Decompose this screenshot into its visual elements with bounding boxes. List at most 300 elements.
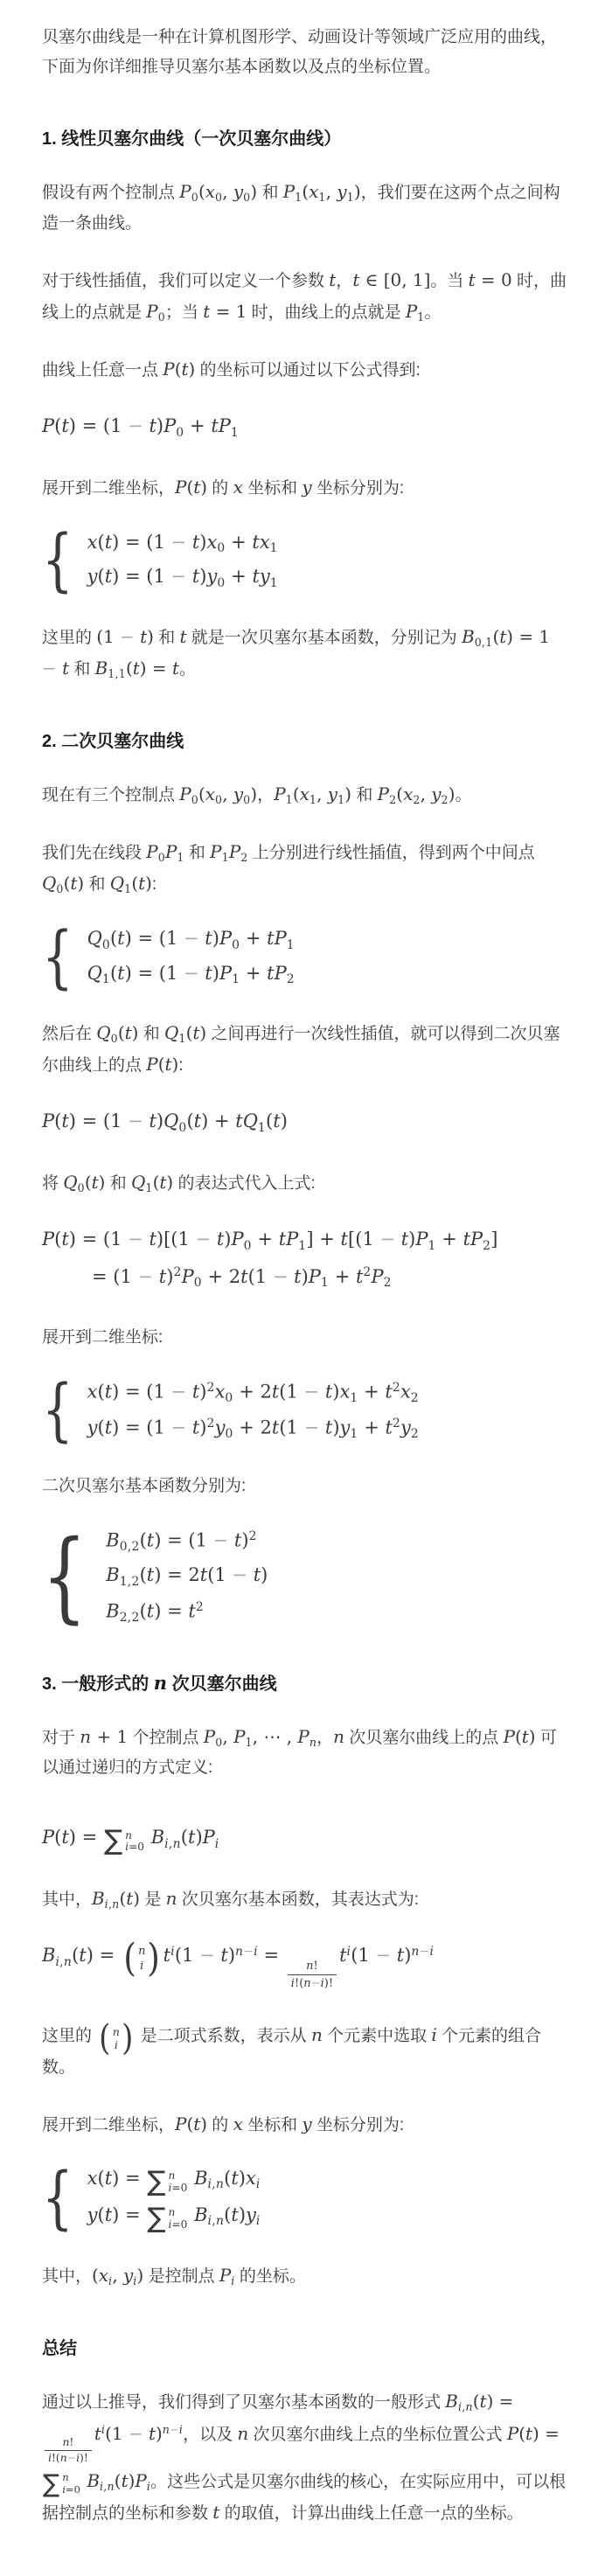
math-variable: t bbox=[235, 1110, 243, 1132]
math-roman: ) bbox=[136, 2265, 144, 2287]
math-variable: n bbox=[162, 2422, 170, 2436]
math-variable: t bbox=[267, 962, 275, 984]
math-variable: t bbox=[220, 1945, 228, 1967]
math-variable: t bbox=[163, 1945, 171, 1967]
math-roman: 2 bbox=[363, 1265, 372, 1280]
math-roman: ) bbox=[404, 1945, 412, 1967]
text-run: 个元素中选取 bbox=[322, 2027, 432, 2046]
superscript bbox=[363, 1264, 371, 1278]
math-roman: ( bbox=[186, 477, 194, 498]
math-variable: x bbox=[206, 532, 218, 553]
math-variable: t bbox=[329, 268, 337, 290]
math-variable: t bbox=[267, 928, 275, 950]
math-roman: 0 bbox=[214, 792, 223, 806]
math-variable: Q bbox=[42, 873, 57, 895]
q-points-system bbox=[42, 917, 568, 997]
math-roman: !( bbox=[51, 2452, 60, 2465]
math-variable: t bbox=[70, 873, 78, 895]
text-run: 将 bbox=[42, 1173, 64, 1193]
superscript bbox=[206, 1380, 214, 1394]
second-interpolation-paragraph bbox=[42, 1018, 568, 1081]
math-variable: P bbox=[179, 783, 191, 804]
math-roman: 0 bbox=[77, 1180, 85, 1194]
math-variable: t bbox=[211, 415, 219, 437]
math-variable: P bbox=[42, 1229, 55, 1250]
math-variable: t bbox=[252, 566, 260, 588]
math-variable: t bbox=[140, 625, 148, 647]
math-roman: 0 bbox=[191, 792, 198, 806]
math-roman: 0 bbox=[232, 937, 240, 952]
cases-brace: { bbox=[42, 521, 73, 601]
math-roman: 1,2 bbox=[119, 1574, 140, 1589]
math-roman: ) bbox=[332, 1381, 340, 1403]
math-variable: n bbox=[63, 1954, 73, 1969]
math-roman: ) bbox=[261, 1564, 268, 1586]
math-roman: 1 bbox=[350, 1427, 358, 1442]
math-roman: ( bbox=[224, 2167, 232, 2189]
math-variable: P bbox=[377, 783, 390, 804]
math-variable: x bbox=[233, 2113, 243, 2134]
minus-sign: − bbox=[137, 1266, 154, 1288]
math-roman: ! bbox=[69, 2436, 74, 2449]
math-roman: 1 bbox=[269, 541, 278, 556]
left-paren: ( bbox=[99, 2017, 111, 2058]
math-variable: x bbox=[309, 181, 319, 203]
math-roman: ) = (1 bbox=[112, 532, 171, 553]
math-roman: ( bbox=[97, 1381, 105, 1403]
math-roman: ( bbox=[109, 962, 118, 984]
math-roman: =0 bbox=[171, 2217, 188, 2231]
math-roman: ( bbox=[515, 1725, 522, 1747]
math-variable: t bbox=[273, 1110, 281, 1132]
math-roman: 1 bbox=[286, 937, 295, 952]
math-roman: ) = bbox=[68, 1827, 103, 1848]
math-roman: 0 bbox=[176, 425, 184, 440]
math-variable: t bbox=[149, 1110, 156, 1132]
formula-intro-paragraph bbox=[42, 354, 568, 386]
math-variable: P bbox=[286, 1229, 299, 1250]
math-roman bbox=[247, 1564, 254, 1585]
text-run: : bbox=[178, 1055, 184, 1075]
math-variable: y bbox=[233, 181, 244, 203]
math-roman: ( bbox=[174, 359, 182, 380]
math-variable: x bbox=[87, 2167, 98, 2189]
math-variable: y bbox=[337, 181, 347, 203]
math-roman: + bbox=[225, 566, 253, 588]
math-variable: P bbox=[274, 783, 286, 804]
math-roman: 1 bbox=[257, 1120, 267, 1135]
math-variable: Q bbox=[96, 1021, 111, 1043]
math-variable: x bbox=[400, 1381, 411, 1403]
math-variable: t bbox=[179, 625, 187, 647]
math-roman: 2 bbox=[240, 851, 248, 865]
text-run: 是控制点 bbox=[143, 2267, 219, 2287]
math-variable: t bbox=[294, 1266, 302, 1288]
math-roman: ! bbox=[313, 1959, 318, 1973]
math-roman: ( bbox=[72, 1945, 80, 1967]
subscript bbox=[475, 637, 493, 649]
math-variable: t bbox=[61, 415, 69, 437]
text-run: 时，曲线上的点就是 bbox=[247, 303, 406, 322]
lower-limit bbox=[125, 1841, 144, 1854]
text-run: 坐标和 bbox=[242, 2115, 303, 2134]
math-variable: t bbox=[468, 268, 476, 290]
math-roman: ) bbox=[156, 2422, 163, 2444]
math-variable: t bbox=[61, 1229, 69, 1250]
math-variable: P bbox=[163, 415, 177, 437]
math-variable: P bbox=[181, 1266, 194, 1288]
math-variable: t bbox=[188, 1600, 196, 1622]
math-variable: n bbox=[215, 2177, 225, 2192]
subscript bbox=[177, 852, 184, 864]
text-run: 坐标分别为: bbox=[311, 2115, 405, 2134]
math-roman: ( bbox=[396, 783, 404, 804]
subscript bbox=[225, 1426, 233, 1440]
math-variable: P bbox=[371, 1266, 384, 1288]
math-variable: B bbox=[106, 1530, 120, 1552]
math-roman: ) bbox=[199, 566, 207, 588]
math-roman: , bbox=[103, 2479, 108, 2493]
math-variable: t bbox=[205, 928, 212, 950]
math-roman: 2 bbox=[389, 792, 397, 806]
fraction bbox=[45, 2436, 92, 2465]
math-variable: i bbox=[207, 2177, 212, 2192]
math-variable: n bbox=[107, 2479, 115, 2493]
math-roman: + bbox=[358, 1417, 386, 1438]
math-variable: i bbox=[164, 1836, 169, 1851]
section-2-heading bbox=[42, 728, 568, 755]
math-roman: ( bbox=[92, 2265, 99, 2287]
minus-sign: − bbox=[272, 1266, 289, 1288]
math-roman: ( bbox=[157, 1053, 165, 1075]
general-bezier-formula bbox=[42, 1823, 568, 1857]
math-roman: , bbox=[59, 1954, 64, 1969]
sigma-symbol: ∑ bbox=[43, 2468, 60, 2498]
text-run: 和 bbox=[351, 785, 378, 804]
math-roman: ) bbox=[77, 873, 85, 895]
math-roman: ) bbox=[199, 1381, 207, 1403]
subscript bbox=[256, 2176, 261, 2190]
subscript bbox=[321, 1275, 329, 1289]
subscript bbox=[111, 1033, 118, 1045]
math-variable: i bbox=[114, 2038, 118, 2051]
subscript bbox=[120, 1539, 140, 1553]
math-variable: y bbox=[87, 1417, 98, 1438]
text-run: 其中， bbox=[42, 1890, 93, 1910]
math-variable: t bbox=[324, 1381, 333, 1403]
math-roman: ) = bbox=[486, 2391, 514, 2412]
math-roman: ) = (1 bbox=[154, 1530, 213, 1552]
math-roman: ( bbox=[97, 2204, 105, 2225]
math-roman: ) = bbox=[112, 2204, 147, 2225]
math-variable: i bbox=[457, 2400, 462, 2414]
math-variable: t bbox=[199, 1564, 208, 1586]
subscript bbox=[411, 1390, 419, 1404]
subscript bbox=[258, 1120, 266, 1134]
text-run: 和 bbox=[153, 628, 180, 647]
text-run: ， bbox=[336, 271, 353, 290]
math-variable: i bbox=[140, 1959, 144, 1973]
subscript bbox=[384, 1275, 392, 1289]
math-roman: 2 bbox=[206, 1381, 215, 1396]
cases-lines bbox=[87, 927, 295, 987]
minus-sign: − bbox=[303, 1417, 320, 1438]
math-variable: P bbox=[175, 2113, 187, 2134]
text-run: 总结 bbox=[42, 2339, 77, 2359]
math-roman: ) bbox=[344, 783, 352, 804]
math-variable: t bbox=[396, 1945, 405, 1967]
math-variable: B bbox=[194, 2204, 208, 2225]
math-variable: i bbox=[133, 2274, 137, 2288]
math-roman: 1 bbox=[124, 882, 132, 896]
math-variable: t bbox=[240, 1266, 248, 1288]
math-roman: (1 bbox=[174, 1945, 200, 1967]
math-variable: n bbox=[333, 1725, 345, 1747]
subscript bbox=[78, 1182, 85, 1194]
math-roman: 2 bbox=[392, 1381, 400, 1396]
math-variable: P bbox=[146, 300, 158, 322]
math-roman: =0 bbox=[171, 2181, 188, 2194]
math-variable: P bbox=[274, 928, 287, 950]
minus-sign: − bbox=[199, 1945, 215, 1967]
math-variable: t bbox=[479, 2391, 487, 2412]
math-roman: 0 bbox=[243, 191, 251, 205]
math-variable: t bbox=[191, 1381, 200, 1403]
subscript bbox=[208, 2176, 225, 2190]
math-roman bbox=[319, 1417, 325, 1438]
math-variable: P bbox=[175, 477, 187, 498]
math-variable: n bbox=[309, 1735, 317, 1749]
minus-sign: − bbox=[128, 1110, 143, 1132]
text-run: 之间再进行一次线性插值，就可以得到二次贝塞尔曲线上的点 bbox=[42, 1024, 560, 1075]
math-variable: n bbox=[172, 1836, 181, 1851]
subscript bbox=[483, 1238, 490, 1252]
linear-bezier-formula bbox=[42, 412, 568, 442]
minus-sign: − bbox=[128, 2422, 143, 2444]
math-roman: ) bbox=[227, 1945, 236, 1967]
math-roman: 2 bbox=[195, 1599, 204, 1614]
math-variable: B bbox=[150, 1827, 165, 1848]
sigma-symbol: ∑ bbox=[147, 2166, 166, 2198]
superscript bbox=[393, 1380, 400, 1394]
math-roman: ) bbox=[224, 1229, 232, 1250]
subscript bbox=[270, 575, 278, 589]
math-variable: t bbox=[216, 1229, 225, 1250]
subscript bbox=[108, 668, 126, 680]
math-variable: y bbox=[206, 566, 218, 588]
math-roman: ) = (1 bbox=[124, 928, 184, 950]
subscript bbox=[191, 191, 198, 204]
text-run: 这里的 bbox=[42, 2027, 97, 2046]
summation bbox=[43, 2468, 80, 2498]
math-roman: ) bbox=[128, 2469, 136, 2491]
text-run: 二次贝塞尔基本函数分别为: bbox=[42, 1477, 247, 1496]
math-variable: P bbox=[503, 1725, 515, 1747]
math-variable: y bbox=[123, 2265, 134, 2287]
subscript bbox=[350, 1426, 358, 1440]
math-roman: ) = (1 bbox=[112, 1417, 171, 1438]
math-roman: 0 bbox=[157, 851, 165, 865]
subscript bbox=[191, 794, 198, 806]
formula-line bbox=[106, 1528, 268, 1555]
summary-heading bbox=[42, 2336, 568, 2362]
math-roman: + bbox=[329, 1266, 356, 1288]
text-run: 个控制点 bbox=[128, 1728, 204, 1747]
math-variable: P bbox=[219, 928, 233, 950]
sigma-symbol: ∑ bbox=[103, 1825, 123, 1857]
math-variable: t bbox=[159, 1171, 167, 1193]
math-variable: n bbox=[112, 2025, 120, 2038]
math-variable: t bbox=[61, 1110, 69, 1132]
math-variable: i bbox=[101, 2422, 106, 2436]
math-roman: 0 bbox=[217, 575, 226, 590]
math-roman: ) = (1 bbox=[68, 415, 129, 437]
math-roman: =0 bbox=[65, 2482, 80, 2496]
formula-line bbox=[87, 565, 278, 590]
formula-line bbox=[87, 962, 295, 987]
formula-line bbox=[106, 1563, 268, 1589]
math-variable: P bbox=[42, 1110, 55, 1132]
math-variable: B bbox=[94, 657, 108, 679]
math-variable: n bbox=[465, 2400, 473, 2414]
math-variable: t bbox=[212, 2501, 220, 2523]
math-variable: P bbox=[231, 1229, 244, 1250]
math-roman: 1 bbox=[318, 191, 326, 205]
cases-brace: { bbox=[42, 2159, 73, 2238]
math-roman: ) bbox=[195, 1827, 203, 1848]
math-roman: ) = (1 bbox=[112, 566, 171, 588]
formula-line bbox=[42, 1823, 568, 1857]
math-roman bbox=[228, 1530, 234, 1551]
math-variable: n bbox=[310, 2024, 323, 2046]
math-variable: t bbox=[104, 532, 113, 553]
subscript bbox=[246, 1737, 253, 1749]
text-run: 和 bbox=[257, 184, 283, 203]
summation-limits bbox=[169, 2207, 188, 2231]
math-variable: t bbox=[164, 1053, 172, 1075]
general-control-points-paragraph bbox=[42, 1722, 568, 1783]
binomial-bottom bbox=[115, 2039, 118, 2052]
math-variable: i bbox=[76, 2452, 80, 2465]
lower-limit bbox=[169, 2219, 188, 2231]
math-roman: ) bbox=[301, 1266, 309, 1288]
math-roman: 0 bbox=[110, 1031, 118, 1045]
math-roman: 2 bbox=[206, 1417, 215, 1431]
math-variable: t bbox=[193, 2113, 201, 2134]
math-variable: t bbox=[340, 1229, 348, 1250]
math-variable: t bbox=[146, 1530, 155, 1552]
math-roman: ( bbox=[472, 2391, 480, 2412]
quadratic-expansion-formula bbox=[42, 1225, 568, 1293]
minus-sign: − bbox=[195, 1229, 212, 1250]
minus-sign: − bbox=[379, 1229, 396, 1250]
math-roman: 1 bbox=[178, 1031, 186, 1045]
math-roman: ( bbox=[54, 415, 62, 437]
math-roman bbox=[391, 1945, 397, 1966]
quadratic-xy-system bbox=[42, 1371, 568, 1451]
math-variable: t bbox=[271, 1417, 280, 1438]
text-run: 坐标分别为: bbox=[311, 479, 405, 498]
math-variable: P bbox=[219, 962, 233, 984]
math-variable: t bbox=[187, 1827, 196, 1848]
math-roman: ( bbox=[186, 1110, 194, 1132]
math-variable: P bbox=[274, 962, 287, 984]
math-variable: i bbox=[168, 2181, 172, 2194]
math-roman: 0 bbox=[56, 882, 64, 896]
math-variable: P bbox=[146, 1053, 158, 1075]
subscript bbox=[413, 794, 420, 806]
cases-lines bbox=[87, 1379, 419, 1442]
minus-sign: − bbox=[128, 415, 143, 437]
math-roman: ) = (1 bbox=[68, 1110, 129, 1132]
math-roman: ) bbox=[199, 1021, 207, 1043]
math-roman: + bbox=[251, 1229, 279, 1250]
math-variable: t bbox=[117, 962, 125, 984]
minus-sign: − bbox=[170, 2422, 179, 2436]
math-variable: x bbox=[299, 783, 309, 804]
math-roman bbox=[211, 1229, 217, 1250]
math-variable: t bbox=[462, 1229, 471, 1250]
math-roman: ) bbox=[200, 2113, 208, 2134]
cases-lines bbox=[87, 2166, 261, 2234]
math-roman: 1 bbox=[337, 792, 345, 806]
text-run: 1. 线性贝塞尔曲线（一次贝塞尔曲线） bbox=[42, 129, 342, 150]
text-run: 的取值，计算出曲线上任意一点的坐标。 bbox=[219, 2503, 524, 2523]
math-variable: P bbox=[405, 300, 418, 322]
math-variable: i bbox=[255, 2177, 261, 2192]
subscript bbox=[158, 852, 165, 864]
text-run: 可以通过递归的方式定义: bbox=[42, 1728, 557, 1778]
math-variable: n bbox=[235, 1944, 244, 1959]
math-roman: ( bbox=[97, 2167, 105, 2189]
math-variable: t bbox=[352, 268, 360, 290]
math-variable: n bbox=[237, 2422, 249, 2444]
math-roman: , ⋯ , bbox=[252, 1725, 298, 1747]
parameter-t-paragraph bbox=[42, 265, 568, 328]
general-xy-system bbox=[42, 2159, 568, 2238]
math-roman: ) bbox=[156, 415, 164, 437]
math-variable: Q bbox=[63, 1171, 78, 1193]
section-1-heading bbox=[42, 126, 568, 152]
minus-sign: − bbox=[375, 1945, 392, 1967]
text-run: 次贝塞尔曲线 bbox=[167, 1674, 277, 1694]
math-roman: ) + bbox=[201, 1110, 236, 1132]
subscript bbox=[347, 191, 354, 204]
subscript bbox=[222, 852, 229, 864]
math-roman: ( bbox=[186, 2113, 194, 2134]
text-run: 和 bbox=[184, 844, 211, 863]
math-variable: t bbox=[193, 1110, 202, 1132]
math-roman: 2 bbox=[413, 792, 421, 806]
math-variable: x bbox=[205, 181, 215, 203]
text-run: 的坐标可以通过以下公式得到: bbox=[195, 361, 421, 380]
math-roman: )! bbox=[323, 1976, 334, 1990]
math-roman: 2 bbox=[410, 1427, 420, 1442]
binomial-stack bbox=[137, 1944, 146, 1973]
math-variable: t bbox=[181, 359, 189, 380]
math-variable: t bbox=[191, 1417, 200, 1438]
math-variable: n bbox=[306, 1959, 314, 1973]
math-roman: ) bbox=[212, 962, 219, 984]
math-roman bbox=[395, 1229, 401, 1250]
math-variable: y bbox=[233, 783, 244, 804]
math-roman: ) bbox=[353, 181, 361, 203]
math-roman: ( bbox=[97, 566, 105, 588]
math-variable: t bbox=[233, 1530, 242, 1552]
math-roman: 0 bbox=[215, 1735, 223, 1749]
math-roman: 0 bbox=[243, 792, 251, 806]
expand-2d-paragraph bbox=[42, 472, 568, 504]
